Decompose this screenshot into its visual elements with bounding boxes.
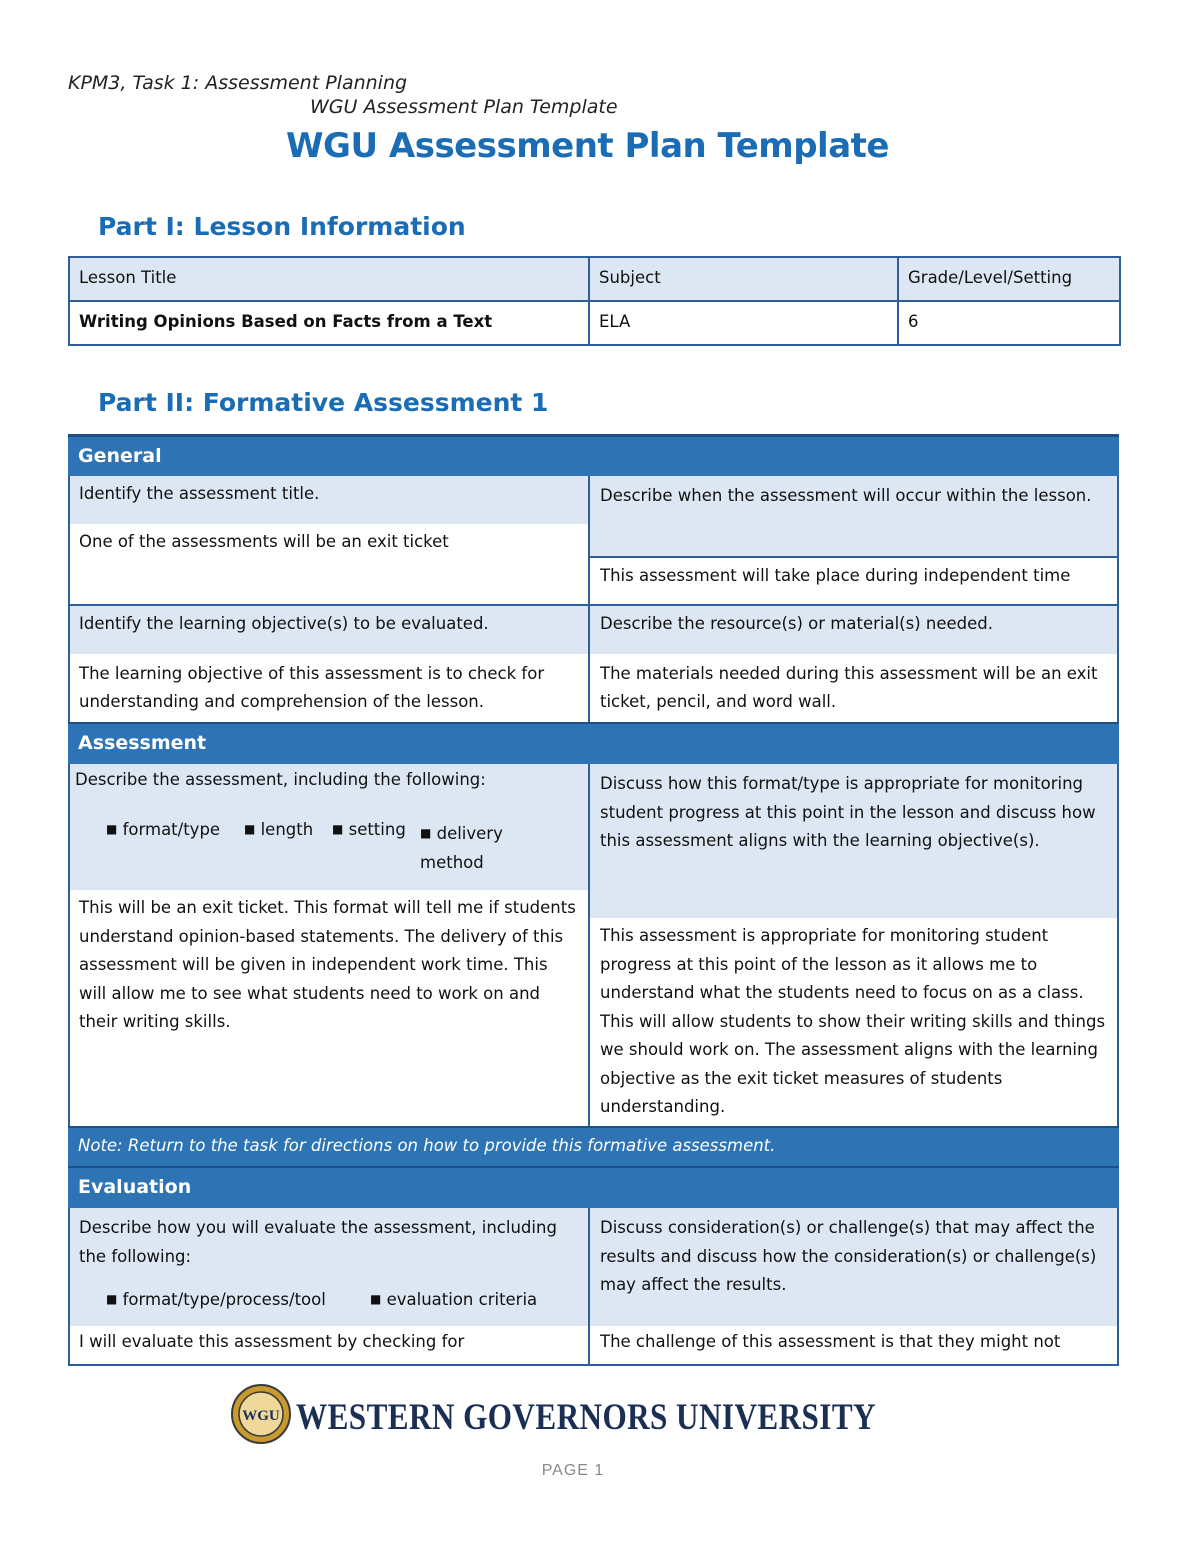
bullet-criteria: ■ evaluation criteria (370, 1290, 538, 1309)
describe-answer-cell (70, 890, 588, 1126)
lesson-title-label: Lesson Title (69, 257, 589, 301)
title-question: Identify the assessment title. (79, 484, 320, 503)
bullet-setting: ■ setting (332, 820, 406, 839)
note-text: Note: Return to the task for directions on how to provide this formative assessment. (78, 1136, 776, 1155)
running-header-template: WGU Assessment Plan Template (310, 96, 618, 118)
describe-question: Describe the assessment, including the following: (75, 770, 486, 789)
evaluation-band-label: Evaluation (78, 1176, 192, 1198)
challenges-answer-cell (590, 1326, 1117, 1364)
part2-heading: Part II: Formative Assessment 1 (98, 388, 549, 417)
page-number: PAGE 1 (541, 1462, 605, 1479)
when-answer-cell (590, 558, 1117, 604)
objective-answer-cell (70, 654, 588, 722)
discuss-question: Discuss how this format/type is appropriate for monitoring student progress at this point in the lesson and discuss how this assessment aligns with the learning objective(s). (600, 774, 1096, 850)
resources-answer-cell (590, 654, 1117, 722)
bullet-format: ■ format/type (106, 820, 221, 839)
assessment-band (68, 722, 1119, 764)
when-answer: This assessment will take place during independent time (600, 566, 1071, 585)
resources-question-cell (590, 606, 1117, 654)
part1-heading: Part I: Lesson Information (98, 212, 466, 241)
challenges-question: Discuss consideration(s) or challenge(s) that may affect the results and discuss how the consideration(s) or challenge(s) may affect the results. (600, 1218, 1097, 1294)
bullet-format-process: ■ format/type/process/tool (106, 1290, 326, 1309)
note-band (68, 1126, 1119, 1166)
how-question: Describe how you will evaluate the assessment, including the following: (79, 1218, 557, 1266)
wgu-wordmark: WESTERN GOVERNORS UNIVERSITY (296, 1397, 876, 1438)
lesson-title-value: Writing Opinions Based on Facts from a Text (69, 301, 589, 345)
bullet-delivery: ■ delivery method (420, 824, 503, 872)
how-answer: I will evaluate this assessment by checking for (79, 1332, 465, 1351)
title-answer: One of the assessments will be an exit ticket (79, 532, 449, 551)
assessment-band-label: Assessment (78, 732, 207, 754)
objective-question: Identify the learning objective(s) to be evaluated. (79, 614, 489, 633)
discuss-answer: This assessment is appropriate for monitoring student progress at this point of the lesson as it allows me to understand what the students need to focus on as a class. This will allow students to show their writing skills and things we should work on. The assessment aligns with the learning objective as the exit ticket measures of students understanding. (600, 926, 1106, 1116)
discuss-answer-cell (590, 918, 1117, 1126)
objective-answer: The learning objective of this assessment is to check for understanding and comprehension of the lesson. (79, 664, 545, 711)
describe-question-cell (70, 764, 588, 890)
formative-assessment-table (68, 434, 1119, 1366)
how-question-cell (70, 1208, 588, 1326)
title-answer-cell (70, 524, 588, 604)
running-header-task: KPM3, Task 1: Assessment Planning (68, 72, 408, 94)
wgu-seal-letters: WGU (242, 1408, 280, 1424)
evaluation-band (68, 1166, 1119, 1208)
when-question: Describe when the assessment will occur within the lesson. (600, 486, 1092, 505)
subject-label: Subject (589, 257, 898, 301)
wgu-logo (230, 1383, 890, 1445)
general-band (68, 434, 1119, 476)
how-answer-cell (70, 1326, 588, 1364)
wgu-seal-icon (230, 1383, 890, 1445)
subject-value: ELA (589, 301, 898, 345)
challenges-answer: The challenge of this assessment is that they might not (600, 1332, 1061, 1351)
objective-question-cell (70, 606, 588, 654)
describe-answer: This will be an exit ticket. This format will tell me if students understand opinion-based statements. The delivery of this assessment will be given in independent work time. This will allow me to see what students need to work on and their writing skills. (79, 898, 576, 1031)
when-question-cell (590, 476, 1117, 558)
general-band-label: General (78, 445, 162, 467)
grade-label: Grade/Level/Setting (898, 257, 1120, 301)
page-title: WGU Assessment Plan Template (286, 126, 889, 166)
resources-answer: The materials needed during this assessment will be an exit ticket, pencil, and word wall. (600, 664, 1098, 711)
lesson-info-table (68, 256, 1121, 346)
title-question-cell (70, 476, 588, 524)
resources-question: Describe the resource(s) or material(s) needed. (600, 614, 993, 633)
bullet-length: ■ length (244, 820, 314, 839)
grade-value: 6 (898, 301, 1120, 345)
discuss-question-cell (590, 764, 1117, 918)
challenges-question-cell (590, 1208, 1117, 1326)
